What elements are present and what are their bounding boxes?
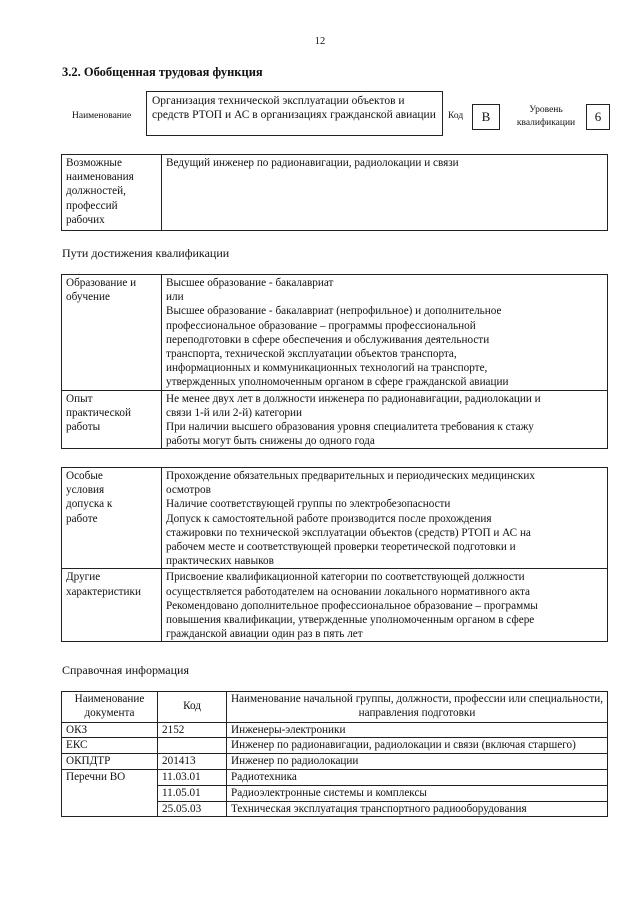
text-line: повышения квалификации, утвержденные уполномоченным органом в сфере: [166, 614, 535, 627]
positions-value: Ведущий инженер по радионавигации, радиолокации и связи: [166, 157, 459, 169]
function-name-value: Организация технической эксплуатации объектов и средств РТОП и АС в организациях гражданской авиации: [152, 95, 436, 121]
function-name-box: [146, 91, 443, 136]
label-line: работы: [66, 421, 101, 434]
text-line: Наличие соответствующей группы по электробезопасности: [166, 498, 451, 511]
cell-name: Радиотехника: [227, 769, 608, 785]
label-line: характеристики: [66, 585, 141, 598]
code-label: Код: [448, 111, 464, 121]
path-label-cell: [62, 390, 162, 449]
label-line: практической: [66, 406, 131, 419]
text-line: связи 1-й или 2-й) категории: [166, 406, 303, 419]
text-line: информационных и коммуникационных технологий на транспорте,: [166, 362, 488, 375]
condition-label-cell: [62, 569, 162, 642]
code-value: B: [481, 109, 491, 124]
text-line: Присвоение квалификационной категории по соответствующей должности: [166, 571, 525, 584]
label-line: рабочих: [66, 213, 105, 226]
path-label-cell: [62, 275, 162, 391]
text-line: осмотров: [166, 484, 211, 497]
cell-doc: ОКЗ: [62, 722, 158, 738]
text-line: Не менее двух лет в должности инженера по радионавигации, радиолокации и: [166, 392, 541, 405]
table-header-row: [62, 692, 608, 723]
table-row: [62, 769, 608, 785]
label-line: условия: [66, 484, 105, 497]
cell-name: Инженер по радиолокации: [227, 754, 608, 770]
code-box: [472, 104, 500, 130]
page-number: 12: [314, 36, 326, 47]
condition-label-cell: [62, 468, 162, 569]
label-line: Образование и: [66, 277, 137, 289]
positions-label-cell: [62, 155, 162, 231]
cell-code: 2152: [158, 722, 227, 738]
label-line: Другие: [66, 571, 101, 584]
cell-name: Радиоэлектронные системы и комплексы: [227, 785, 608, 801]
path-value-cell: [162, 390, 608, 449]
cell-code: [158, 738, 227, 754]
text-line: Прохождение обязательных предварительных и периодических медицинских: [166, 470, 535, 482]
cell-code: 11.03.01: [158, 769, 227, 785]
cell-name: Техническая эксплуатация транспортного радиооборудования: [227, 801, 608, 817]
label-line: работе: [66, 512, 98, 525]
qualification-paths-title: Пути достижения квалификации: [62, 246, 230, 260]
text-line: или: [166, 291, 184, 304]
text-line: Рекомендовано дополнительное профессиональное образование – программы: [166, 599, 538, 612]
condition-value-cell: [162, 468, 608, 569]
cell-name: Инженеры-электроники: [227, 722, 608, 738]
qualification-paths-table: [61, 274, 608, 449]
text-line: рабочем месте и соответствующей проверки теоретической подготовки и: [166, 541, 516, 554]
text-line: осуществляется работодателем на основании локального нормативного акта: [166, 585, 530, 598]
text-line: работы могут быть снижены до одного года: [166, 435, 375, 448]
table-row: [62, 722, 608, 738]
text-line: Допуск к самостоятельной работе производится после прохождения: [166, 512, 492, 525]
table-row: [62, 738, 608, 754]
table-row: [62, 754, 608, 770]
label-line: допуска к: [66, 498, 113, 511]
header-name: Наименование начальной группы, должности, профессии или специальности, направления подготовки: [227, 692, 608, 723]
path-value-cell: [162, 275, 608, 391]
label-line: Особые: [66, 470, 103, 482]
reference-title: Справочная информация: [62, 663, 189, 677]
text-line: стажировки по технической эксплуатации объектов (средств) РТОП и АС на: [166, 526, 531, 539]
level-box: [586, 104, 610, 130]
condition-value-cell: [162, 569, 608, 642]
cell-doc: ОКПДТР: [62, 754, 158, 770]
level-value: 6: [594, 109, 602, 124]
header-doc: Наименование документа: [62, 692, 158, 723]
cell-doc: ЕКС: [62, 738, 158, 754]
label-line: Возможные: [66, 157, 122, 169]
table-row: [62, 468, 608, 569]
reference-table: [61, 691, 608, 817]
label-line: профессий: [66, 199, 118, 212]
cell-code: 11.05.01: [158, 785, 227, 801]
conditions-table: [61, 467, 608, 642]
level-label: [508, 104, 584, 130]
cell-code: 25.05.03: [158, 801, 227, 817]
cell-doc: Перечни ВО: [62, 769, 158, 816]
section-title: 3.2. Обобщенная трудовая функция: [62, 65, 263, 79]
cell-name: Инженер по радионавигации, радиолокации и связи (включая старшего): [227, 738, 608, 754]
level-label-line: квалификации: [516, 118, 576, 128]
text-line: утвержденных уполномоченным органом в сфере гражданской авиации: [166, 376, 509, 389]
text-line: При наличии высшего образования уровня специалитета требования к стажу: [166, 421, 534, 434]
text-line: практических навыков: [166, 555, 274, 568]
text-line: Высшее образование - бакалавриат (непрофильное) и дополнительное: [166, 305, 502, 318]
label-line: Опыт: [66, 392, 93, 405]
table-row: [62, 569, 608, 642]
text-line: Высшее образование - бакалавриат: [166, 277, 334, 289]
text-line: гражданской авиации один раз в пять лет: [166, 628, 363, 641]
table-row: [62, 155, 608, 231]
label-line: должностей,: [66, 185, 126, 198]
label-line: обучение: [66, 291, 110, 304]
text-line: профессиональное образование – программы профессиональной: [166, 319, 476, 332]
function-name-label: Наименование: [72, 111, 132, 121]
level-label-line: Уровень: [529, 105, 563, 115]
cell-code: 201413: [158, 754, 227, 770]
text-line: транспорта, технической эксплуатации объектов транспорта,: [166, 348, 457, 361]
table-row: [62, 275, 608, 391]
positions-value-cell: [162, 155, 608, 231]
header-code: Код: [158, 692, 227, 723]
positions-table: [61, 154, 608, 231]
label-line: наименования: [66, 171, 134, 184]
text-line: переподготовки в сфере обеспечения и обслуживания деятельности: [166, 333, 490, 346]
table-row: [62, 390, 608, 449]
